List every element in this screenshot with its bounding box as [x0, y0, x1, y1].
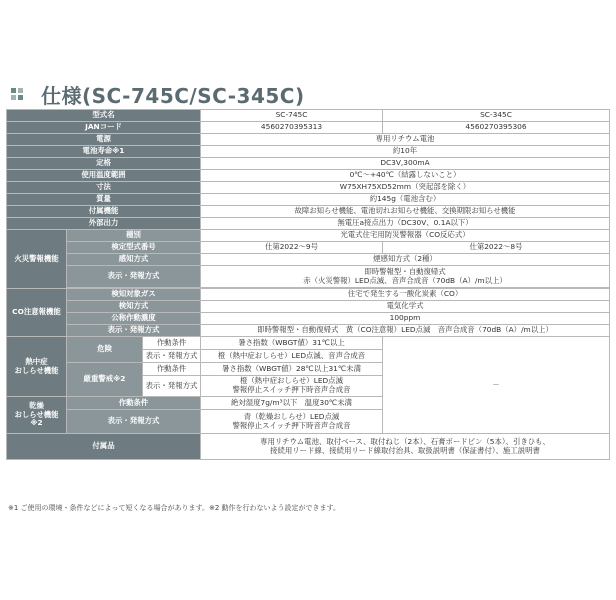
- row-dimension: [7, 182, 610, 194]
- section-header: [11, 80, 305, 108]
- rating-value: DC3V,300mA: [201, 158, 610, 170]
- dry-label-line1: 乾燥: [29, 401, 44, 411]
- fire-alarm-label: 表示・発報方式: [67, 266, 201, 288]
- dry-alarm-line2: 警報停止スイッチ押下時音声合成音: [232, 420, 351, 430]
- dry-alarm-line1: 青（乾燥おしらせ）LED点滅: [243, 411, 340, 421]
- dry-alarm-value: [201, 410, 383, 434]
- fire-sense-label: 感知方式: [67, 254, 201, 266]
- row-co-alarm: [7, 325, 610, 337]
- acc-line2: 接続用リード線、接続用リード線取付治具、取扱説明書（保証書付）、施工説明書: [270, 445, 540, 455]
- row-co-method: [7, 301, 610, 313]
- model-label: 型式名: [7, 110, 201, 122]
- fire-type-value: 光電式住宅用防災警報器（CO反応式）: [201, 230, 610, 242]
- jan-345: 4560270395306: [383, 122, 610, 134]
- dry-cond-label: 作動条件: [67, 397, 201, 410]
- fire-label: 火災警報機能: [7, 230, 67, 289]
- output-value: 無電圧a接点出力（DC30V、0.1A以下）: [201, 218, 610, 230]
- row-danger-cond: [7, 337, 610, 350]
- dry-cond-value: 絶対湿度7g/m³以下 温度30℃未満: [201, 397, 383, 410]
- co-gas-value: 住宅で発生する一酸化炭素（CO）: [201, 289, 610, 301]
- row-battery-life: [7, 146, 610, 158]
- warn-alarm-line2: 警報停止スイッチ押下時音声合成音: [232, 385, 351, 394]
- row-fire-type: [7, 230, 610, 242]
- temp-value: 0℃～+40℃（結露しないこと）: [201, 170, 610, 182]
- warn-cond-value: 暑さ指数（WBGT値）28℃以上31℃未満: [201, 363, 383, 376]
- co-conc-value: 100ppm: [201, 313, 610, 325]
- row-accessories: [7, 434, 610, 460]
- fire-cert-345: 仕第2022～8号: [383, 242, 610, 254]
- mass-label: 質量: [7, 194, 201, 206]
- row-function: [7, 206, 610, 218]
- dry-alarm-label: 表示・発報方式: [67, 410, 201, 434]
- co-method-value: 電気化学式: [201, 301, 610, 313]
- battery-life-value: 約10年: [201, 146, 610, 158]
- warn-alarm-label: 表示・発報方式: [143, 376, 201, 397]
- heat-label: [7, 337, 67, 397]
- warn-cond-label: 作動条件: [143, 363, 201, 376]
- co-alarm-value: 即時警報型・自動復帰式 黄（CO注意報）LED点滅 音声合成音（70dB（A）/m以上）: [201, 325, 610, 337]
- spec-table: [6, 109, 610, 460]
- acc-label: 付属品: [7, 434, 201, 460]
- row-power: [7, 134, 610, 146]
- heat-dry-345-value: －: [383, 337, 610, 434]
- danger-cond-value: 暑さ指数（WBGT値）31℃以上: [201, 337, 383, 350]
- heat-label-line1: 熱中症: [25, 356, 48, 366]
- row-rating: [7, 158, 610, 170]
- danger-alarm-label: 表示・発報方式: [143, 350, 201, 363]
- row-fire-sense: [7, 254, 610, 266]
- heat-label-line2: おしらせ機能: [14, 365, 59, 375]
- row-output: [7, 218, 610, 230]
- co-label: CO注意報機能: [7, 289, 67, 337]
- jan-745: 4560270395313: [201, 122, 383, 134]
- co-conc-label: 公称作動濃度: [67, 313, 201, 325]
- warn-label: 厳重警戒※2: [67, 363, 143, 397]
- fire-alarm-line1: 即時警報型・自動復帰式: [364, 266, 446, 276]
- row-fire-alarm: [7, 266, 610, 288]
- fire-alarm-line2: 赤（火災警報）LED点滅、音声合成音（70dB（A）/m以上）: [303, 275, 507, 285]
- dry-label-line3: ※2: [30, 418, 43, 428]
- dimension-value: W75XH75XD52mm（突起部を除く）: [201, 182, 610, 194]
- dry-label: [7, 397, 67, 434]
- acc-line1: 専用リチウム電池、取付ベース、取付ねじ（2本）、石膏ボードピン（5本）、引きひも、: [260, 436, 550, 446]
- row-temp: [7, 170, 610, 182]
- footnote: ※1 ご使用の環境・条件などによって短くなる場合があります。※2 動作を行わないよう設定ができます。: [8, 504, 340, 512]
- fire-alarm-value: [201, 266, 610, 288]
- row-fire-cert: [7, 242, 610, 254]
- fire-type-label: 種別: [67, 230, 201, 242]
- mass-value: 約145g（電池含む）: [201, 194, 610, 206]
- warn-alarm-value: [201, 376, 383, 397]
- fire-cert-745: 仕第2022～9号: [201, 242, 383, 254]
- fire-cert-label: 検定型式番号: [67, 242, 201, 254]
- acc-value: [201, 434, 610, 460]
- co-gas-label: 検知対象ガス: [67, 289, 201, 301]
- title-bullet-icon: [11, 88, 23, 100]
- output-label: 外部出力: [7, 218, 201, 230]
- temp-label: 使用温度範囲: [7, 170, 201, 182]
- row-co-conc: [7, 313, 610, 325]
- page-title: 仕様(SC-745C/SC-345C): [41, 83, 305, 108]
- danger-alarm-value: 橙（熱中症おしらせ）LED点滅、音声合成音: [201, 350, 383, 363]
- function-value: 故障お知らせ機能、電池切れお知らせ機能、交換期限お知らせ機能: [201, 206, 610, 218]
- power-value: 専用リチウム電池: [201, 134, 610, 146]
- function-label: 付属機能: [7, 206, 201, 218]
- rating-label: 定格: [7, 158, 201, 170]
- row-jan: [7, 122, 610, 134]
- danger-cond-label: 作動条件: [143, 337, 201, 350]
- battery-life-label: 電池寿命※1: [7, 146, 201, 158]
- danger-label: 危険: [67, 337, 143, 363]
- dry-label-line2: おしらせ機能: [14, 409, 59, 419]
- jan-label: JANコード: [7, 122, 201, 134]
- warn-alarm-line1: 橙（熱中症おしらせ）LED点滅: [240, 376, 343, 386]
- dimension-label: 寸法: [7, 182, 201, 194]
- model-745: SC-745C: [201, 110, 383, 122]
- row-mass: [7, 194, 610, 206]
- power-label: 電源: [7, 134, 201, 146]
- co-alarm-label: 表示・発報方式: [67, 325, 201, 337]
- row-co-gas: [7, 289, 610, 301]
- fire-sense-value: 煙感知方式（2種）: [201, 254, 610, 266]
- row-model: [7, 110, 610, 122]
- model-345: SC-345C: [383, 110, 610, 122]
- co-method-label: 検知方式: [67, 301, 201, 313]
